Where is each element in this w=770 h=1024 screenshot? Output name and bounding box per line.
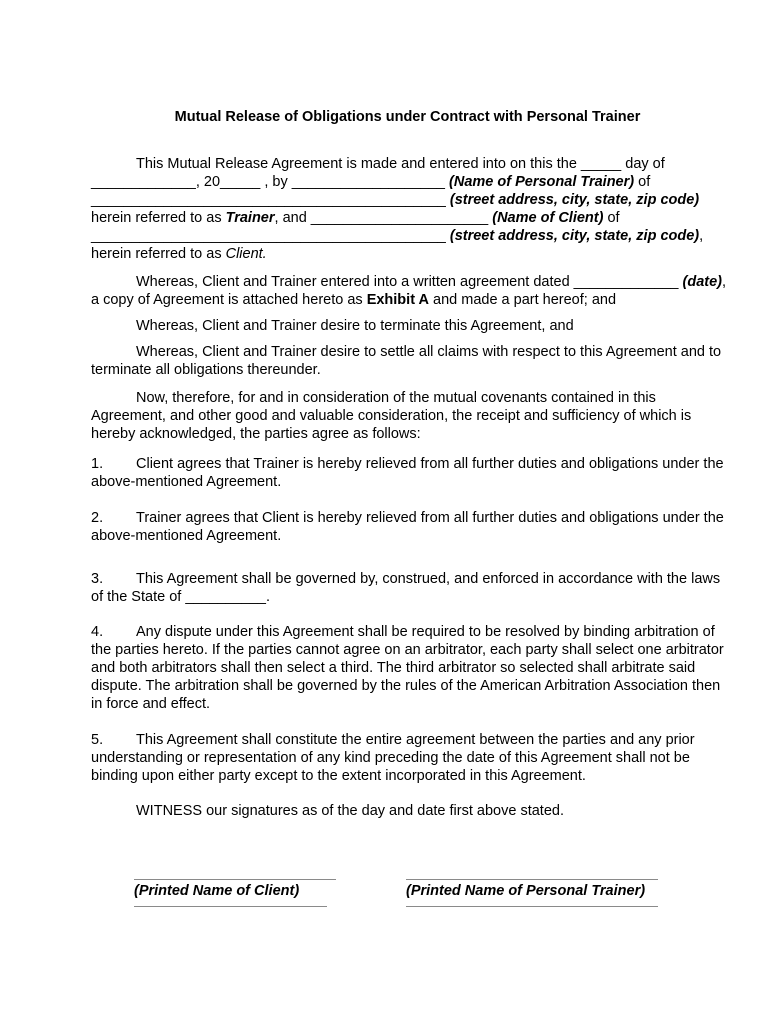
clause-1-text bbox=[91, 455, 731, 491]
whereas-paragraph-1 bbox=[91, 273, 731, 309]
client-name-label: (Name of Client) bbox=[492, 210, 604, 226]
exhibit-a-label: Exhibit A bbox=[366, 292, 429, 308]
clause-5-number: 5. bbox=[91, 732, 104, 748]
intro-text-4: , and ______________________ bbox=[274, 210, 489, 226]
clause-4-block bbox=[91, 623, 731, 713]
clause-4-number: 4. bbox=[91, 624, 104, 640]
trainer-signature-line bbox=[406, 879, 658, 880]
client-printed-name-label: (Printed Name of Client) bbox=[134, 883, 300, 899]
clause-1-body: Client agrees that Trainer is hereby relieved from all further duties and obligations under the above-mentioned Agreement. bbox=[91, 456, 724, 490]
witness-text: WITNESS our signatures as of the day and date first above stated. bbox=[136, 803, 564, 819]
whereas1-text-c: and made a part hereof; and bbox=[433, 292, 617, 308]
whereas-paragraph-2: Whereas, Client and Trainer desire to terminate this Agreement, and bbox=[136, 318, 574, 334]
trainer-underline bbox=[406, 906, 658, 907]
clause-1-block bbox=[91, 455, 731, 491]
client-word: Client. bbox=[225, 246, 267, 262]
whereas1-text-a: Whereas, Client and Trainer entered into a written agreement dated _____________ bbox=[136, 274, 679, 290]
address-label-2: (street address, city, state, zip code) bbox=[449, 228, 700, 244]
intro-text-2: of ____________________________________________ bbox=[91, 174, 651, 208]
clause-3-block bbox=[91, 570, 731, 606]
date-label: (date) bbox=[682, 274, 723, 290]
clause-5-body: This Agreement shall constitute the entire agreement between the parties and any prior understanding or representation of any kind preceding the date of this Agreement shall not be binding upon either party except to the extent incorporated in this Agreement. bbox=[91, 732, 695, 784]
document-body bbox=[91, 155, 731, 443]
trainer-signature-block bbox=[406, 879, 658, 907]
whereas1-text-b: , a copy of Agreement is attached hereto as bbox=[91, 274, 727, 308]
intro-text-3: herein referred to as bbox=[91, 210, 222, 226]
intro-paragraph bbox=[91, 155, 731, 263]
whereas-paragraph-3: Whereas, Client and Trainer desire to settle all claims with respect to this Agreement and to terminate all obligations thereunder. bbox=[91, 344, 722, 378]
clause-3-body: This Agreement shall be governed by, construed, and enforced in accordance with the laws of the State of __________. bbox=[91, 571, 721, 605]
clause-5-text bbox=[91, 731, 731, 785]
clause-2-number: 2. bbox=[91, 510, 104, 526]
trainer-word: Trainer bbox=[225, 210, 275, 226]
intro-text-5: of ____________________________________________ bbox=[91, 210, 620, 244]
clause-3-number: 3. bbox=[91, 571, 104, 587]
clause-2-text bbox=[91, 509, 731, 545]
clause-2-body: Trainer agrees that Client is hereby relieved from all further duties and obligations under the above-mentioned Agreement. bbox=[91, 510, 724, 544]
page-title: Mutual Release of Obligations under Contract with Personal Trainer bbox=[174, 109, 641, 125]
clause-5-block bbox=[91, 731, 731, 785]
clause-1-number: 1. bbox=[91, 456, 104, 472]
trainer-printed-name-label: (Printed Name of Personal Trainer) bbox=[406, 883, 646, 899]
clause-3-text bbox=[91, 570, 731, 606]
witness-block bbox=[91, 802, 731, 820]
client-signature-line bbox=[134, 879, 336, 880]
client-signature-block bbox=[134, 879, 336, 907]
clause-2-block bbox=[91, 509, 731, 545]
address-label-1: (street address, city, state, zip code) bbox=[449, 192, 700, 208]
clause-4-body: Any dispute under this Agreement shall be required to be resolved by binding arbitration of the parties hereto. If the parties cannot agree on an arbitrator, each party shall select one arbitrator and both arbitrators shall then select a third. The third arbitrator so selected shall arbitrate said dispute. The arbitration shall be governed by the rules of the American Arbitration Association then in force and effect. bbox=[91, 624, 724, 712]
clause-4-text bbox=[91, 623, 731, 713]
trainer-name-label: (Name of Personal Trainer) bbox=[449, 174, 635, 190]
intro-text-1: This Mutual Release Agreement is made and entered into on this the _____ day of _____________, 20_____ , by ___________________ bbox=[91, 156, 665, 190]
client-underline bbox=[134, 906, 327, 907]
intro-text-6: , herein referred to as bbox=[91, 228, 704, 262]
now-therefore-paragraph: Now, therefore, for and in consideration of the mutual covenants contained in this Agreement, and other good and valuable consideration, the receipt and sufficiency of which is hereby acknowledged, the parties agree as follows: bbox=[91, 390, 692, 442]
